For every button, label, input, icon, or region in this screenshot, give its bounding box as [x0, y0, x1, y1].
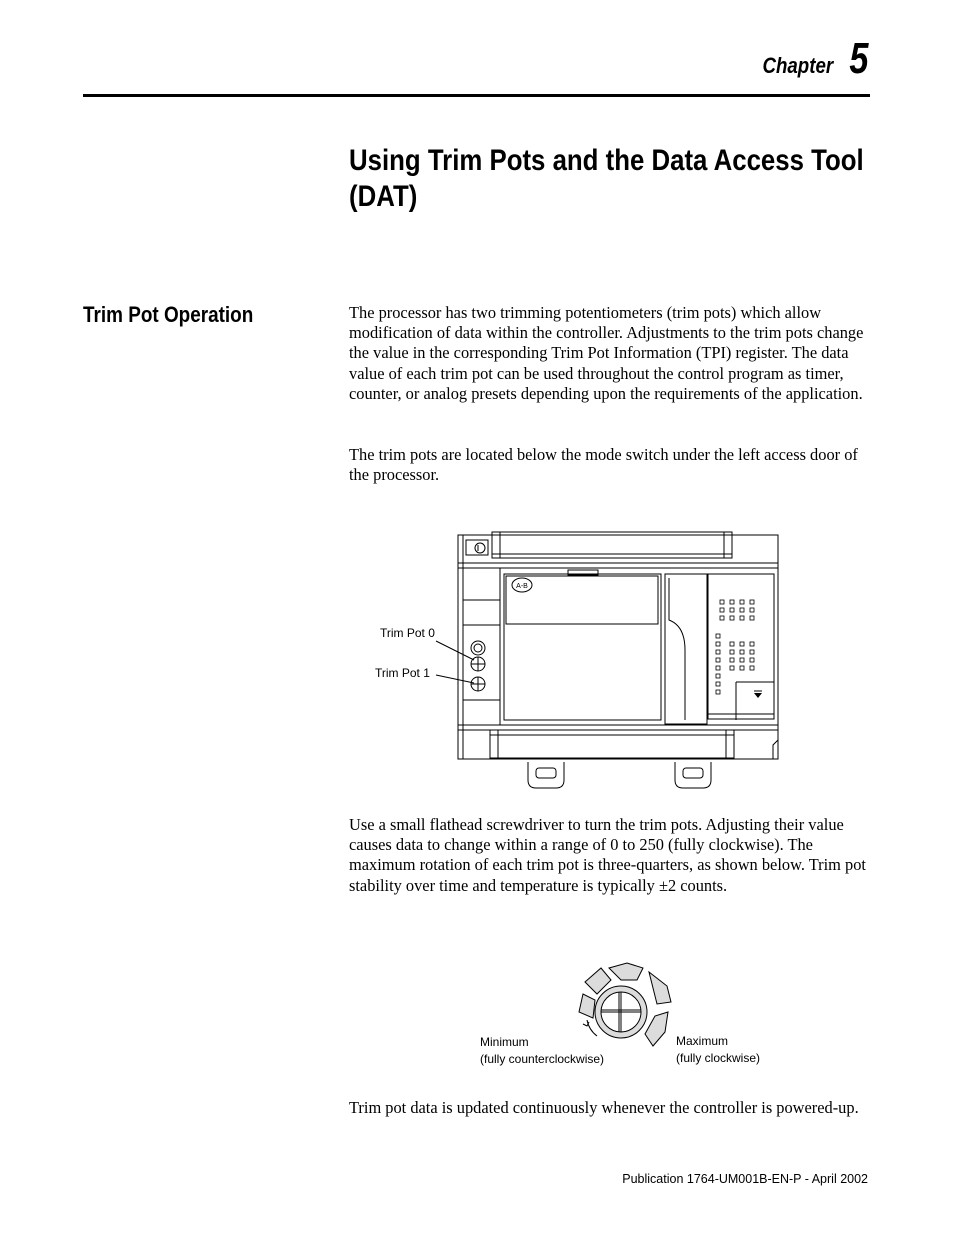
section-heading: Trim Pot Operation [83, 302, 254, 327]
body-paragraph: Trim pot data is updated continuously whenever the controller is powered-up. [349, 1098, 859, 1117]
body-paragraph: The trim pots are located below the mode switch under the left access door of the processor. [349, 445, 858, 485]
maximum-label-sub: (fully clockwise) [676, 1051, 761, 1065]
logo-text: A-B [516, 583, 528, 590]
trim-pot-1-label: Trim Pot 1 [375, 666, 430, 680]
publication-footer: Publication 1764-UM001B-EN-P - April 2002 [622, 1172, 868, 1186]
chapter-rule [83, 94, 870, 97]
chapter-header [750, 34, 868, 84]
trim-pot-0-label: Trim Pot 0 [380, 626, 435, 640]
body-paragraph: The processor has two trimming potentiometers (trim pots) which allow modification of data within the controller. Adjustments to the trim pots change the value in the corresponding Trim Pot Information (TPI) register. The data value of each trim pot can be used throughout the control program as timer, counter, or analog presets depending upon the requirements of the application. [349, 303, 864, 403]
body-paragraph: Use a small flathead screwdriver to turn the trim pots. Adjusting their value causes data to change within a range of 0 to 250 (fully clockwise). The maximum rotation of each trim pot is three-quarters, as shown below. Trim pot stability over time and temperature is typically ±2 counts. [349, 815, 866, 895]
minimum-label-title: Minimum [480, 1035, 529, 1049]
page-title: Using Trim Pots and the Data Access Tool (DAT) [349, 144, 864, 213]
maximum-label-title: Maximum [676, 1034, 729, 1048]
chapter-label: Chapter [762, 53, 834, 78]
minimum-label-sub: (fully counterclockwise) [480, 1052, 605, 1066]
minimum-label [480, 1034, 604, 1068]
chapter-number: 5 [848, 34, 868, 83]
maximum-label [676, 1033, 760, 1067]
controller-figure [440, 530, 785, 795]
